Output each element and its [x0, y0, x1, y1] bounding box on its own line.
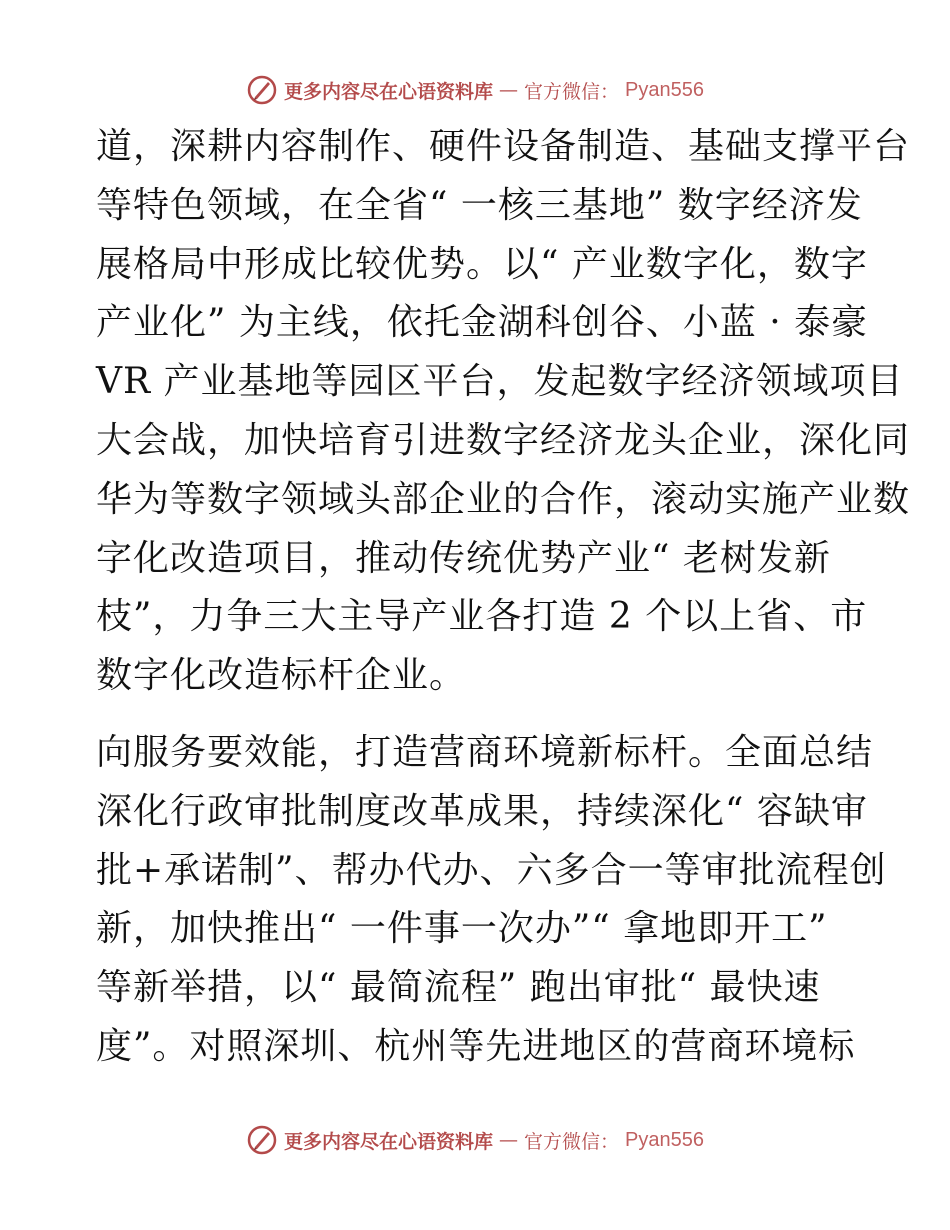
text-line: 枝”，力争三大主导产业各打造 2 个以上省、市	[96, 596, 868, 638]
text-line: 大会战，加快培育引进数字经济龙头企业，深化同	[96, 419, 911, 461]
watermark-separator: —	[499, 1129, 519, 1151]
quill-circle-icon	[246, 74, 278, 106]
paragraph-gap	[96, 706, 856, 724]
watermark-separator: —	[499, 79, 519, 101]
watermark-site-text: 更多内容尽在心语资料库	[284, 1130, 494, 1153]
text-line: 华为等数字领域头部企业的合作，滚动实施产业数	[96, 478, 911, 520]
watermark-wechat-label: 官方微信：	[524, 1130, 620, 1153]
text-line: 新，加快推出“ 一件事一次办”“ 拿地即开工”	[96, 908, 828, 950]
text-line: 数字化改造标杆企业。	[96, 655, 467, 697]
text-line: 展格局中形成比较优势。以“ 产业数字化，数字	[96, 243, 868, 285]
watermark-wechat-id: Pyan556	[625, 78, 704, 101]
footer-watermark	[0, 1120, 950, 1160]
paragraph-business-environment	[96, 724, 887, 1077]
watermark-site-text: 更多内容尽在心语资料库	[284, 80, 494, 103]
text-line: 向服务要效能，打造营商环境新标杆。全面总结	[96, 731, 874, 773]
text-line: 批+承诺制”、帮办代办、六多合一等审批流程创	[96, 849, 887, 891]
text-line: 道，深耕内容制作、硬件设备制造、基础支撑平台	[96, 126, 911, 167]
paragraph-digital-economy	[96, 118, 911, 706]
document-body	[96, 118, 911, 1077]
text-line: 字化改造项目，推动传统优势产业“ 老树发新	[96, 537, 831, 579]
watermark-wechat-id: Pyan556	[625, 1128, 704, 1151]
header-watermark	[0, 70, 950, 110]
text-line: 等新举措，以“ 最简流程” 跑出审批“ 最快速	[96, 967, 821, 1009]
text-line: 深化行政审批制度改革成果，持续深化“ 容缺审	[96, 790, 868, 832]
text-line: 等特色领域，在全省“ 一核三基地” 数字经济发	[96, 184, 863, 226]
text-line: 产业化” 为主线，依托金湖科创谷、小蓝 · 泰豪	[96, 302, 869, 344]
text-line: VR 产业基地等园区平台，发起数字经济领域项目	[96, 361, 904, 403]
text-line: 度”。对照深圳、杭州等先进地区的营商环境标	[96, 1025, 856, 1067]
watermark-wechat-label: 官方微信：	[524, 80, 620, 103]
quill-circle-icon	[246, 1124, 278, 1156]
